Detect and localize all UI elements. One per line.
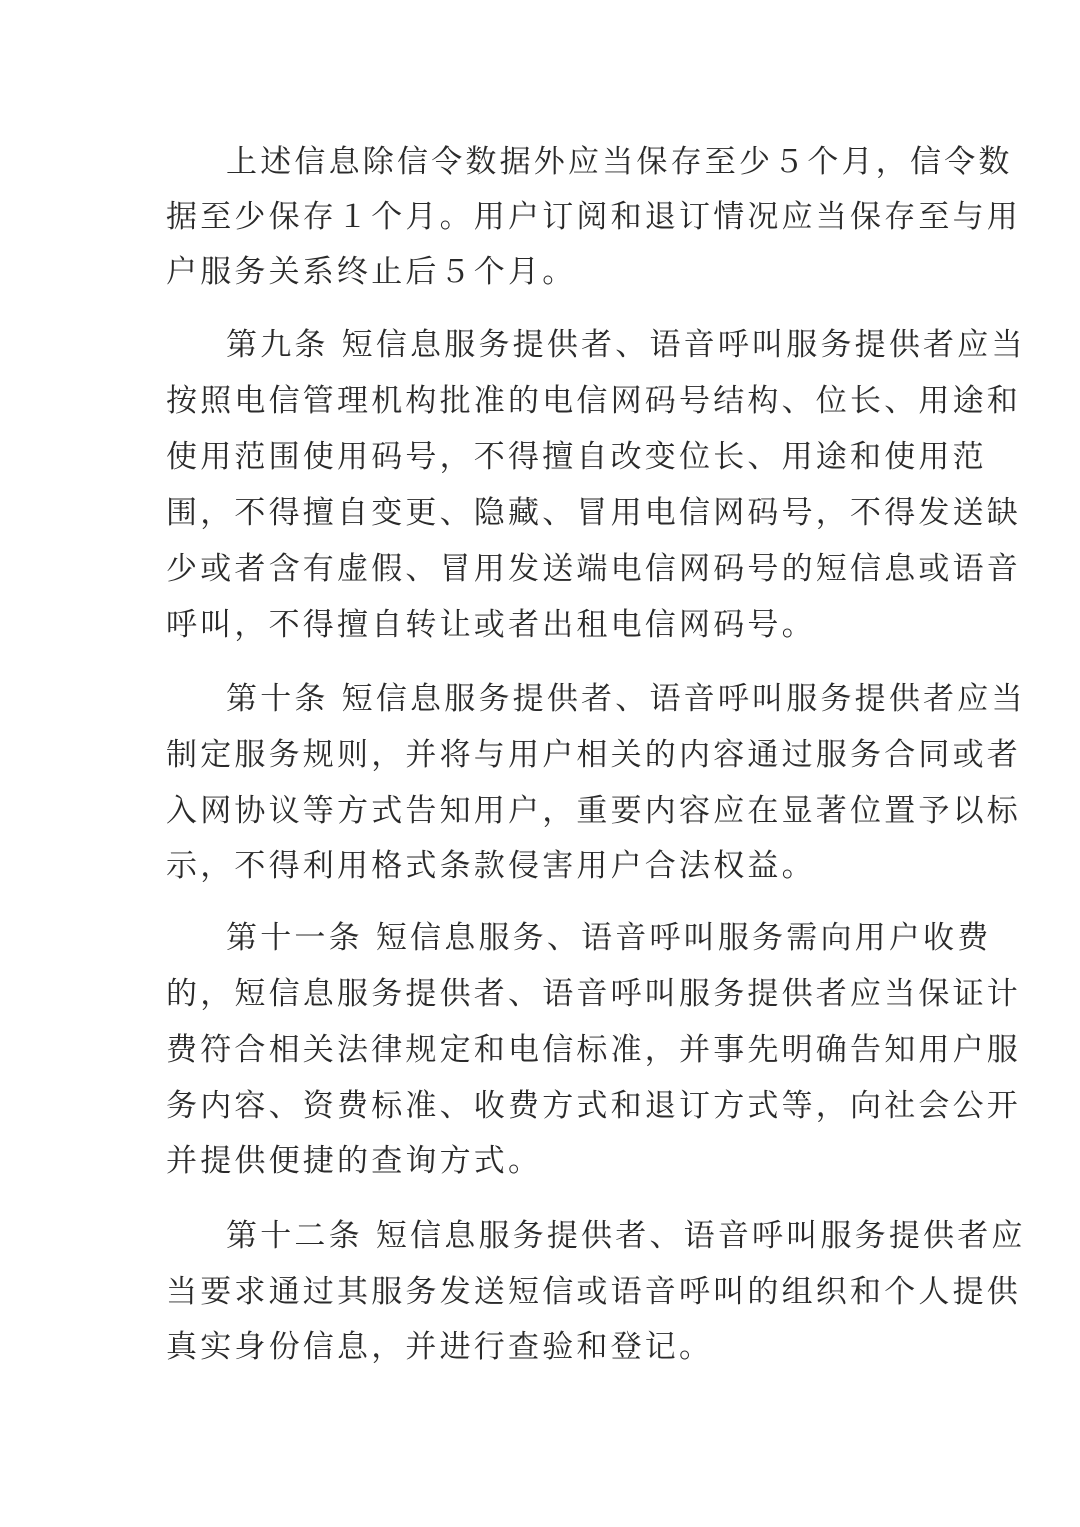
- text-line: 务内容、资费标准、收费方式和退订方式等，向社会公开: [166, 1088, 1021, 1124]
- text-line: 少或者含有虚假、冒用发送端电信网码号的短信息或语音: [166, 551, 1021, 587]
- text-line: 按照电信管理机构批准的电信网码号结构、位长、用途和: [166, 383, 1021, 419]
- text-line: 第十二条 短信息服务提供者、语音呼叫服务提供者应: [226, 1218, 1026, 1254]
- text-line: 入网协议等方式告知用户，重要内容应在显著位置予以标: [166, 793, 1021, 829]
- text-line: 上述信息除信令数据外应当保存至少５个月，信令数: [226, 144, 1013, 180]
- text-line: 户服务关系终止后５个月。: [166, 254, 577, 290]
- text-line: 示，不得利用格式条款侵害用户合法权益。: [166, 848, 816, 884]
- text-line: 制定服务规则，并将与用户相关的内容通过服务合同或者: [166, 737, 1021, 773]
- text-line: 第十一条 短信息服务、语音呼叫服务需向用户收费: [226, 920, 992, 956]
- text-line: 费符合相关法律规定和电信标准，并事先明确告知用户服: [166, 1032, 1021, 1068]
- text-line: 第十条 短信息服务提供者、语音呼叫服务提供者应当: [226, 681, 1026, 717]
- text-line: 呼叫，不得擅自转让或者出租电信网码号。: [166, 607, 816, 643]
- text-line: 据至少保存１个月。用户订阅和退订情况应当保存至与用: [166, 199, 1021, 235]
- text-line: 使用范围使用码号，不得擅自改变位长、用途和使用范: [166, 439, 987, 475]
- text-line: 当要求通过其服务发送短信或语音呼叫的组织和个人提供: [166, 1274, 1021, 1310]
- text-line: 真实身份信息，并进行查验和登记。: [166, 1329, 714, 1365]
- text-line: 并提供便捷的查询方式。: [166, 1143, 543, 1179]
- text-line: 第九条 短信息服务提供者、语音呼叫服务提供者应当: [226, 327, 1026, 363]
- text-line: 围，不得擅自变更、隐藏、冒用电信网码号，不得发送缺: [166, 495, 1021, 531]
- text-line: 的，短信息服务提供者、语音呼叫服务提供者应当保证计: [166, 976, 1021, 1012]
